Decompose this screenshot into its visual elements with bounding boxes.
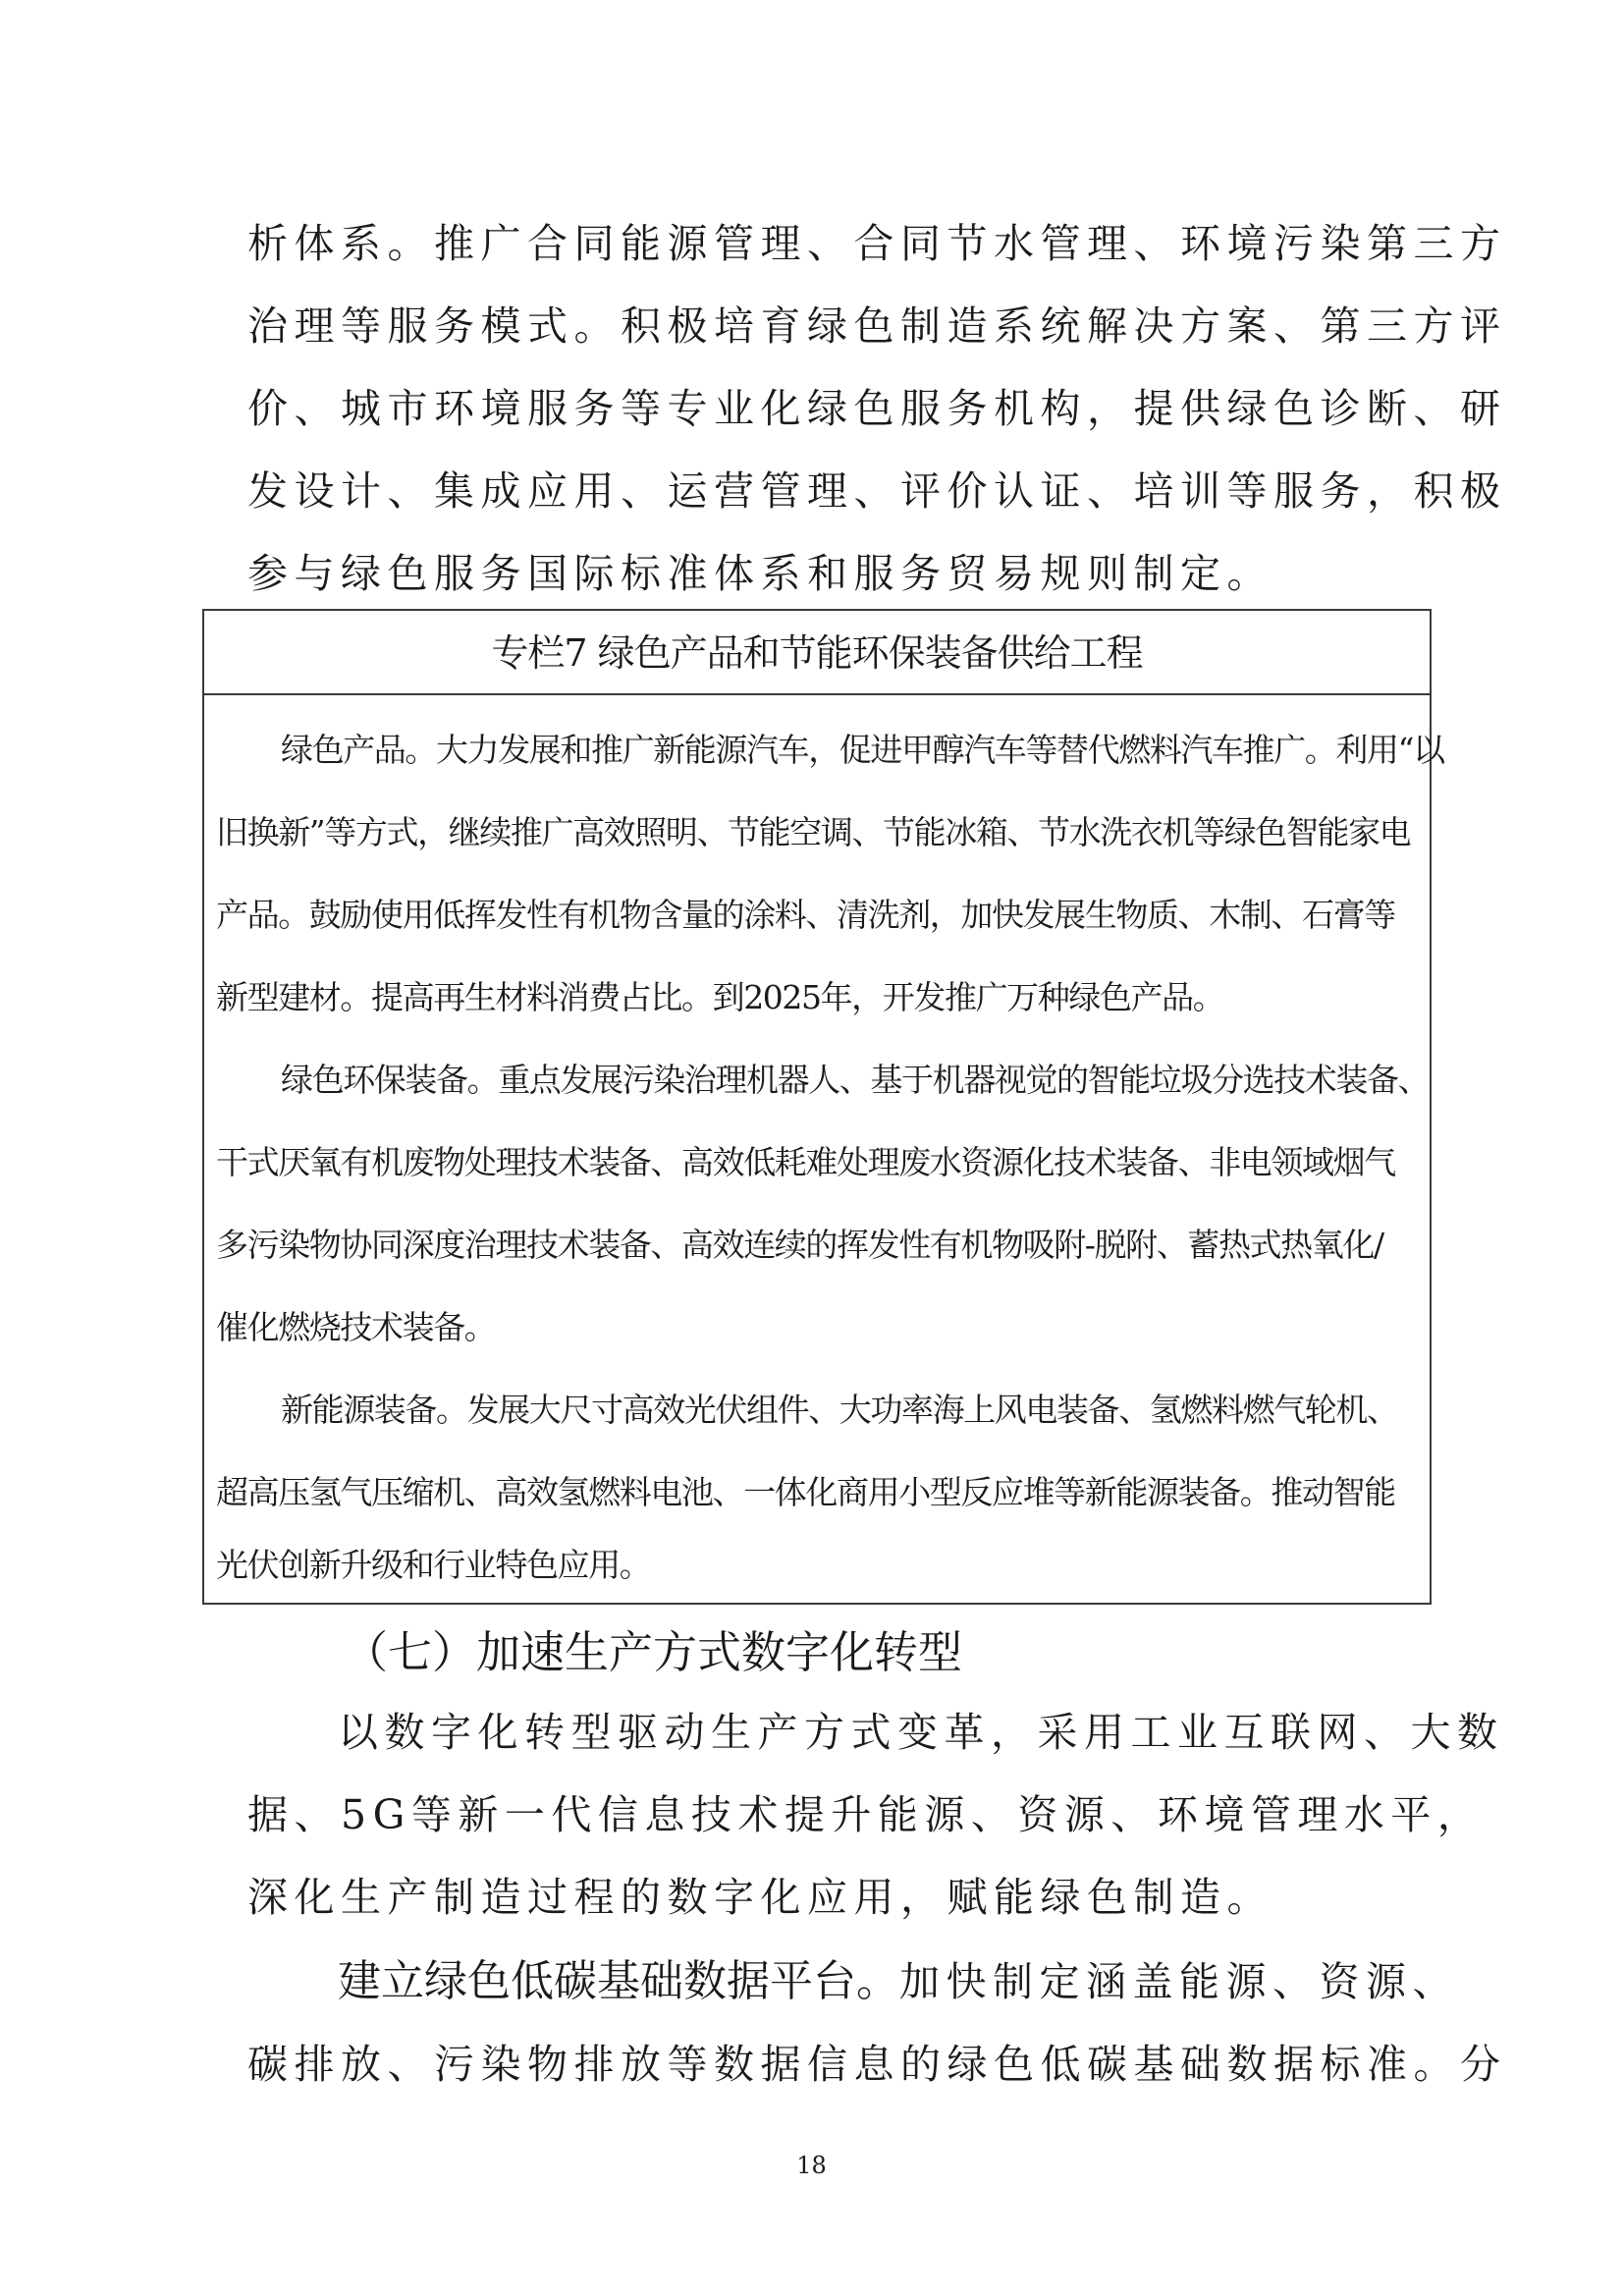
box-line: 旧换新”等方式，继续推广高效照明、节能空调、节能冰箱、节水洗衣机等绿色智能家电	[216, 813, 1411, 851]
intro-line: 价、城市环境服务等专业化绿色服务机构，提供绿色诊断、研	[247, 385, 1507, 432]
intro-line: 析体系。推广合同能源管理、合同节水管理、环境污染第三方	[247, 220, 1507, 267]
box-line: 新型建材。提高再生材料消费占比。到2025年，开发推广万种绿色产品。	[216, 978, 1224, 1016]
section-heading: （七）加速生产方式数字化转型	[344, 1626, 963, 1678]
section-line: 据、5G等新一代信息技术提升能源、资源、环境管理水平，	[247, 1791, 1485, 1838]
box-line: 干式厌氧有机废物处理技术装备、高效低耗难处理废水资源化技术装备、非电领域烟气	[216, 1143, 1395, 1181]
box-line: 新能源装备。发展大尺寸高效光伏组件、大功率海上风电装备、氢燃料燃气轮机、	[281, 1391, 1398, 1429]
platform-lead: 建立绿色低碳基础数据平台。	[338, 1956, 899, 2006]
box-line: 绿色环保装备。重点发展污染治理机器人、基于机器视觉的智能垃圾分选技术装备、	[281, 1061, 1430, 1099]
page-number: 18	[796, 2152, 827, 2179]
box-line: 催化燃烧技术装备。	[216, 1308, 496, 1346]
box-line: 超高压氢气压缩机、高效氢燃料电池、一体化商用小型反应堆等新能源装备。推动智能	[216, 1473, 1395, 1511]
column-box	[202, 609, 1444, 1605]
box-line: 光伏创新升级和行业特色应用。	[216, 1546, 651, 1584]
box-line: 产品。鼓励使用低挥发性有机物含量的涂料、清洗剂，加快发展生物质、木制、石膏等	[216, 896, 1395, 934]
column-box-title: 专栏7 绿色产品和节能环保装备供给工程	[491, 631, 1143, 675]
box-line: 绿色产品。大力发展和推广新能源汽车，促进甲醇汽车等替代燃料汽车推广。利用“以	[281, 731, 1444, 769]
platform-line-2: 碳排放、污染物排放等数据信息的绿色低碳基础数据标准。分	[247, 2041, 1507, 2088]
platform-line	[338, 1956, 1459, 2007]
box-line: 多污染物协同深度治理技术装备、高效连续的挥发性有机物吸附-脱附、蓄热式热氧化/	[216, 1226, 1383, 1264]
intro-line: 参与绿色服务国际标准体系和服务贸易规则制定。	[247, 550, 1273, 597]
platform-rest: 加快制定涵盖能源、资源、	[899, 1958, 1459, 2005]
intro-line: 治理等服务模式。积极培育绿色制造系统解决方案、第三方评	[247, 302, 1507, 350]
intro-line: 发设计、集成应用、运营管理、评价认证、培训等服务，积极	[247, 467, 1507, 515]
section-line: 深化生产制造过程的数字化应用，赋能绿色制造。	[247, 1874, 1273, 1921]
column-box-header	[204, 611, 1430, 695]
section-line: 以数字化转型驱动生产方式变革，采用工业互联网、大数	[338, 1709, 1504, 1756]
